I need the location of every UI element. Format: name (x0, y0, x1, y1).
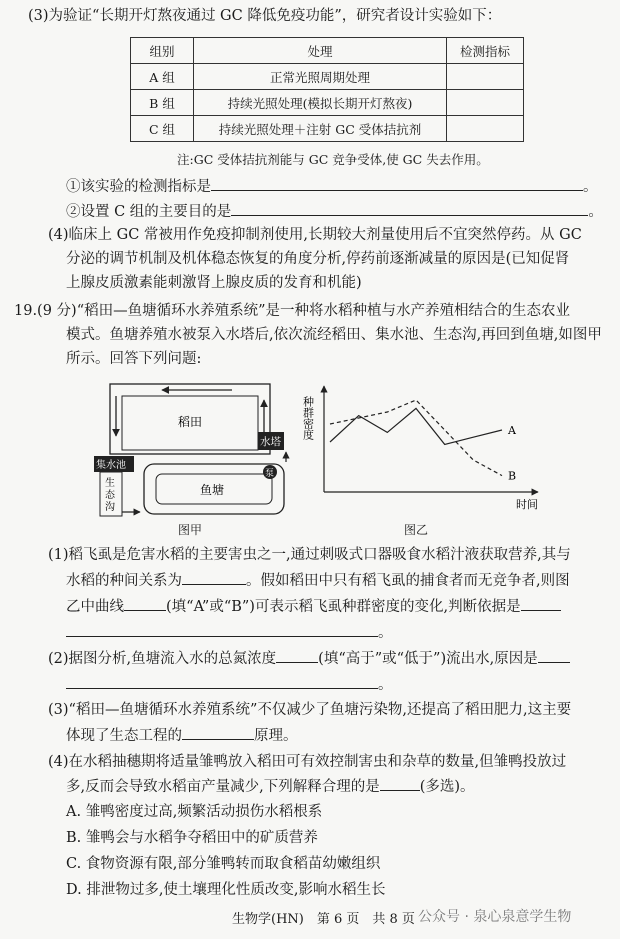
text: 体现了生态工程的 (66, 728, 182, 744)
text: 。假如稻田中只有稻飞虱的捕食者而无竞争者,则图 (246, 573, 570, 589)
table-note: 注:GC 受体拮抗剂能与 GC 竞争受体,使 GC 失去作用。 (177, 152, 489, 167)
page-footer: 生物学(HN) 第 6 页 共 8 页 (232, 912, 415, 927)
table-row (131, 90, 524, 116)
period: 。 (583, 179, 598, 195)
text: 多,反而会导致水稻亩产量减少,下列解释合理的是 (66, 779, 380, 795)
experiment-table (130, 37, 524, 142)
rice-field-label: 稻田 (178, 415, 203, 429)
table-cell (447, 64, 524, 90)
answer-blank[interactable] (521, 596, 561, 611)
text: (多选)。 (419, 779, 475, 795)
q19-4-line2 (66, 776, 475, 797)
series-line-b (330, 400, 502, 476)
text: (2)据图分析,鱼塘流入水的总氮浓度 (48, 651, 277, 667)
q19-1-line2 (66, 570, 570, 591)
eco-ditch-char: 生 (105, 478, 115, 489)
q3-sub2 (66, 201, 603, 222)
q3-sub2-text: ②设置 C 组的主要目的是 (66, 204, 232, 220)
header-indicator: 检测指标 (447, 38, 524, 64)
option-a[interactable]: A. 雏鸭密度过高,频繁活动损伤水稻根系 (66, 804, 323, 820)
answer-blank[interactable] (124, 596, 166, 611)
table-header-row (131, 38, 524, 64)
q3-sub1-text: ①该实验的检测指标是 (66, 179, 211, 195)
text: 水稻的种间关系为 (66, 573, 182, 589)
series-label-b: B (508, 469, 517, 483)
table-row (131, 116, 524, 142)
q19-1-line1: (1)稻飞虱是危害水稻的主要害虫之一,通过刺吸式口器吸食水稻汁液获取营养,其与 (48, 547, 571, 563)
q4-line1: (4)临床上 GC 常被用作免疫抑制剂使用,长期较大剂量使用后不宜突然停药。从 GC (48, 227, 582, 243)
x-axis-label: 时间 (516, 498, 538, 511)
q19-3-line2 (66, 725, 298, 746)
pump-label: 泵 (265, 469, 275, 479)
q3-intro: (3)为验证“长期开灯熬夜通过 GC 降低免疫功能”，研究者设计实验如下： (28, 8, 502, 24)
table-row (131, 64, 524, 90)
table-cell: C 组 (131, 116, 194, 142)
y-axis-label: 种群密度 (301, 396, 315, 440)
period: 。 (378, 677, 393, 693)
table-cell: B 组 (131, 90, 194, 116)
answer-blank[interactable] (182, 570, 246, 585)
q19-3-line1: (3)“稻田—鱼塘循环水养殖系统”不仅减少了鱼塘污染物,还提高了稻田肥力,这主要 (48, 702, 572, 718)
water-tower-label: 水塔 (260, 436, 281, 448)
q19-1-line4 (66, 622, 393, 643)
figure-yi-chart (301, 382, 556, 522)
answer-blank[interactable] (538, 648, 570, 663)
eco-ditch-char: 态 (105, 490, 115, 501)
text: (填“A”或“B”)可表示稻飞虱种群密度的变化,判断依据是 (166, 599, 521, 615)
q19-line2: 模式。鱼塘养殖水被泵入水塔后,依次流经稻田、集水池、生态沟,再回到鱼塘,如图甲 (66, 327, 602, 343)
q19-line3: 所示。回答下列问题: (66, 351, 202, 367)
answer-blank[interactable] (182, 725, 254, 740)
series-label-a: A (508, 424, 516, 437)
table-cell: A 组 (131, 64, 194, 90)
table-cell: 持续光照处理＋注射 GC 受体拮抗剂 (194, 116, 447, 142)
figure-yi-caption: 图乙 (404, 523, 429, 537)
table-cell: 持续光照处理(模拟长期开灯熬夜) (194, 90, 447, 116)
fish-pond-label: 鱼塘 (200, 483, 225, 497)
text: 原理。 (254, 728, 298, 744)
table-cell (447, 90, 524, 116)
q4-line3: 上腺皮质激素能刺激肾上腺皮质的发育和机能) (66, 275, 362, 291)
watermark: 公众号 · 泉心泉意学生物 (418, 909, 572, 925)
option-c[interactable]: C. 食物资源有限,部分雏鸭转而取食稻苗幼嫩组织 (66, 856, 381, 872)
answer-blank[interactable] (380, 776, 420, 791)
period: 。 (588, 204, 603, 220)
answer-blank[interactable] (211, 176, 583, 191)
text: 乙中曲线 (66, 599, 124, 615)
q19-4-line1: (4)在水稻抽穗期将适量雏鸭放入稻田可有效控制害虫和杂草的数量,但雏鸭投放过 (48, 754, 567, 770)
figure-jia-caption: 图甲 (178, 523, 203, 537)
period: 。 (378, 625, 393, 641)
figure-jia (92, 376, 302, 536)
q3-sub1 (66, 176, 598, 197)
q19-2-line1 (48, 648, 570, 669)
header-treatment: 处理 (194, 38, 447, 64)
table-cell: 正常光照周期处理 (194, 64, 447, 90)
table-cell (447, 116, 524, 142)
text: (填“高于”或“低于”)流出水,原因是 (318, 651, 538, 667)
eco-ditch-char: 沟 (105, 502, 115, 513)
option-d[interactable]: D. 排泄物过多,使土壤理化性质改变,影响水稻生长 (66, 882, 386, 898)
q19-2-line2 (66, 674, 393, 695)
option-b[interactable]: B. 雏鸭会与水稻争夺稻田中的矿质营养 (66, 830, 318, 846)
q4-line2: 分泌的调节机制及机体稳态恢复的角度分析,停药前逐渐减量的原因是(已知促肾 (66, 251, 570, 267)
q19-line1: 19.(9 分)“稻田—鱼塘循环水养殖系统”是一种将水稻种植与水产养殖相结合的生态农业 (14, 303, 571, 319)
answer-blank[interactable] (231, 201, 588, 216)
answer-blank[interactable] (276, 648, 318, 663)
answer-blank[interactable] (66, 622, 378, 637)
series-line-a (330, 408, 502, 444)
answer-blank[interactable] (66, 674, 378, 689)
header-group: 组别 (131, 38, 194, 64)
q19-1-line3 (66, 596, 561, 617)
collect-pool-label: 集水池 (96, 460, 126, 471)
